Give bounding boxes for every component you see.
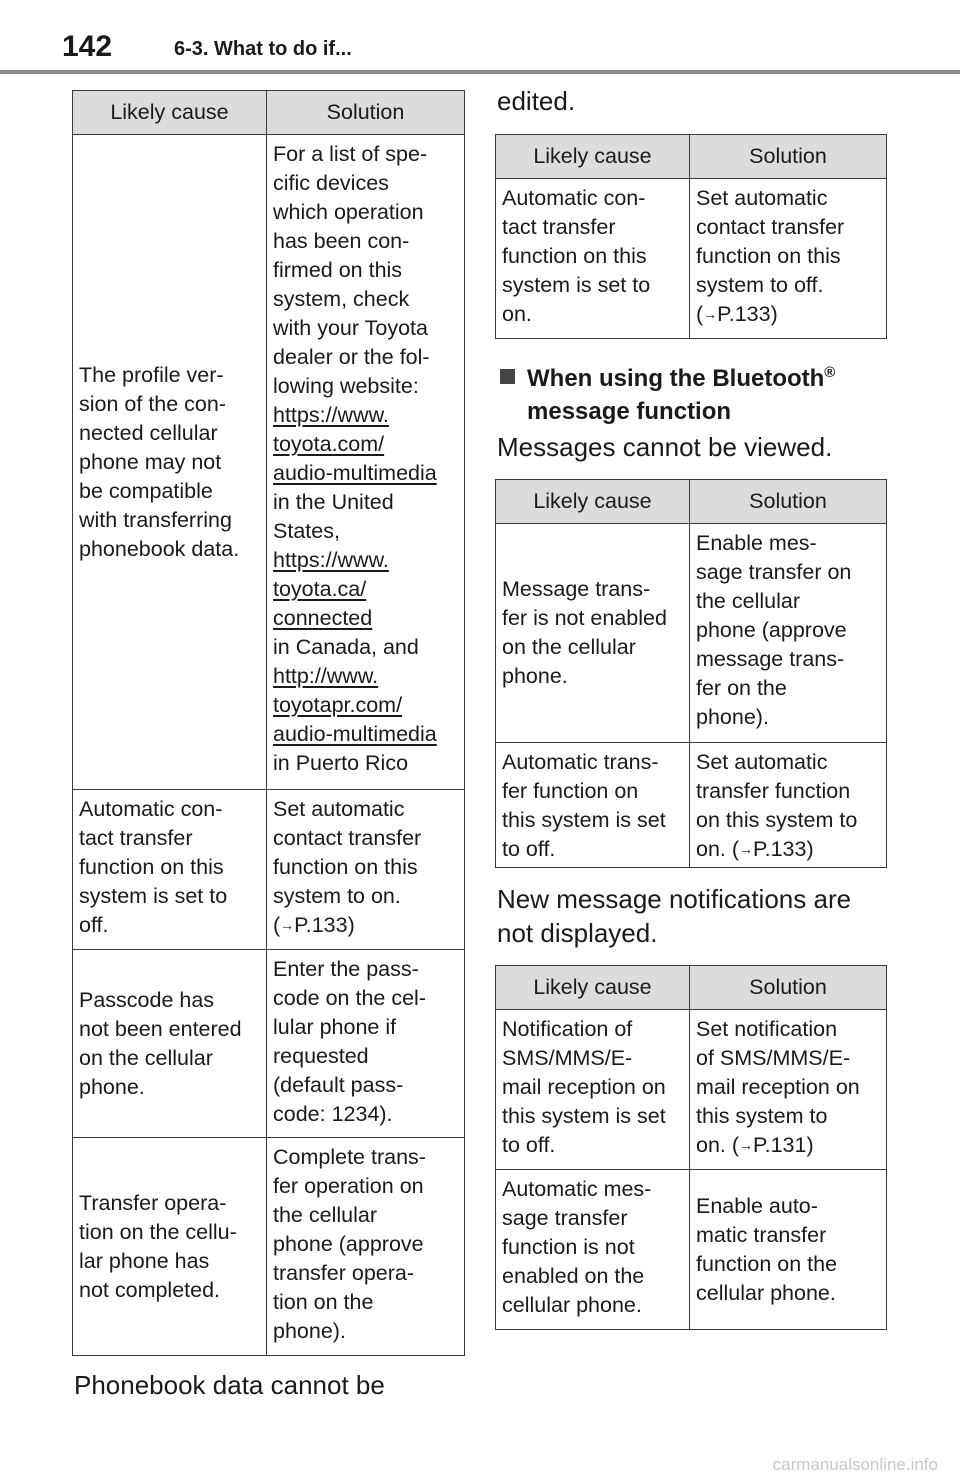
solution-cell xyxy=(690,743,887,868)
solution-cell xyxy=(690,179,887,339)
column-header-cause: Likely cause xyxy=(496,135,690,179)
link-toyota-us[interactable]: https://www. toyota.com/ audio-multimedia xyxy=(273,403,437,485)
paragraph-phonebook-end: edited. xyxy=(497,86,576,116)
section-title: 6-3. What to do if... xyxy=(174,38,352,60)
subheading-message-function xyxy=(500,356,835,428)
cause-cell: Notification of SMS/MMS/E- mail reception on this system is set to off. xyxy=(496,1010,690,1170)
square-bullet-icon xyxy=(500,369,515,384)
page-reference-text: P.133) xyxy=(753,837,814,861)
subheading-text: When using the Bluetooth xyxy=(527,365,825,392)
right-arrow-icon: → xyxy=(739,841,754,857)
page-reference-text: P.131) xyxy=(753,1133,814,1157)
column-header-solution: Solution xyxy=(690,480,887,524)
cause-cell: Transfer opera- tion on the cellu- lar phone has not completed. xyxy=(73,1138,267,1356)
page-reference-text: P.133) xyxy=(294,913,355,937)
right-arrow-icon: → xyxy=(703,306,718,322)
paragraph-phonebook-start: Phonebook data cannot be xyxy=(74,1370,385,1400)
column-header-solution: Solution xyxy=(690,966,887,1010)
paragraph-messages-cannot: Messages cannot be viewed. xyxy=(497,432,833,462)
page-reference[interactable]: (→P.133) xyxy=(273,913,355,937)
cause-cell: Automatic trans- fer function on this system is set to off. xyxy=(496,743,690,868)
table-header-row xyxy=(73,91,465,135)
cause-cell: Message trans- fer is not enabled on the cellular phone. xyxy=(496,524,690,743)
cause-cell: Passcode has not been entered on the cellular phone. xyxy=(73,950,267,1138)
solution-cell xyxy=(267,790,465,950)
cause-cell: Automatic mes- sage transfer function is not enabled on the cellular phone. xyxy=(496,1170,690,1330)
message-notification-table xyxy=(495,965,887,1330)
contact-transfer-table xyxy=(495,134,887,339)
solution-text: Set automatic contact transfer function on this system to off. xyxy=(696,186,845,297)
table-header-row xyxy=(496,135,887,179)
solution-text: in Puerto Rico xyxy=(273,751,409,775)
solution-text: Set automatic transfer function on this system to on. ( xyxy=(696,750,858,861)
page-reference-text: P.133) xyxy=(717,302,778,326)
right-arrow-icon: → xyxy=(280,917,295,933)
page-reference[interactable] xyxy=(739,837,814,861)
column-header-solution: Solution xyxy=(690,135,887,179)
column-header-cause: Likely cause xyxy=(73,91,267,135)
cause-cell: Automatic con- tact transfer function on this system is set to off. xyxy=(73,790,267,950)
table-row xyxy=(496,1010,887,1170)
solution-cell xyxy=(690,1010,887,1170)
solution-cell: Enable auto- matic transfer function on the cellular phone. xyxy=(690,1170,887,1330)
solution-cell: Enable mes- sage transfer on the cellular phone (approve message trans- fer on the phone). xyxy=(690,524,887,743)
table-row xyxy=(73,950,465,1138)
link-toyota-pr[interactable]: http://www. toyotapr.com/ audio-multimedia xyxy=(273,664,437,746)
table-row xyxy=(496,743,887,868)
table-row xyxy=(496,179,887,339)
cause-cell: The profile ver- sion of the con- nected cellular phone may not be compatible with transferring phonebook data. xyxy=(73,135,267,790)
page-reference[interactable] xyxy=(739,1133,814,1157)
header-divider xyxy=(0,70,960,74)
page-number: 142 xyxy=(62,30,113,63)
registered-mark: ® xyxy=(824,364,836,381)
solution-text: Set notification of SMS/MMS/E- mail reception on this system to on. ( xyxy=(696,1017,860,1157)
page-reference[interactable]: (→P.133) xyxy=(696,302,778,326)
right-arrow-icon: → xyxy=(739,1137,754,1153)
solution-text: Set automatic contact transfer function on this system to on. xyxy=(273,797,422,908)
link-toyota-ca[interactable]: https://www. toyota.ca/ connected xyxy=(273,548,389,630)
paragraph-new-message: New message notifications are not displayed. xyxy=(497,884,852,948)
column-header-cause: Likely cause xyxy=(496,480,690,524)
column-header-solution: Solution xyxy=(267,91,465,135)
solution-text: in the United States, xyxy=(273,490,394,543)
solution-cell xyxy=(267,135,465,790)
solution-text: For a list of spe- cific devices which operation has been con- firmed on this system, check with your Toyota dealer or the fol- lowing website: xyxy=(273,142,430,398)
solution-text: in Canada, and xyxy=(273,635,419,659)
message-view-table xyxy=(495,479,887,868)
watermark: carmanualsonline.info xyxy=(772,1455,938,1474)
cause-cell: Automatic con- tact transfer function on this system is set to on. xyxy=(496,179,690,339)
table-row xyxy=(73,790,465,950)
table-header-row xyxy=(496,480,887,524)
table-row xyxy=(496,524,887,743)
table-row xyxy=(496,1170,887,1330)
solution-cell: Complete trans- fer operation on the cellular phone (approve transfer opera- tion on the phone). xyxy=(267,1138,465,1356)
table-row xyxy=(73,1138,465,1356)
phonebook-transfer-table xyxy=(72,90,465,1356)
table-header-row xyxy=(496,966,887,1010)
page-header xyxy=(0,0,960,78)
subheading-text-line2: message function xyxy=(527,398,732,425)
column-header-cause: Likely cause xyxy=(496,966,690,1010)
solution-cell: Enter the pass- code on the cel- lular phone if requested (default pass- code: 1234). xyxy=(267,950,465,1138)
table-row xyxy=(73,135,465,790)
